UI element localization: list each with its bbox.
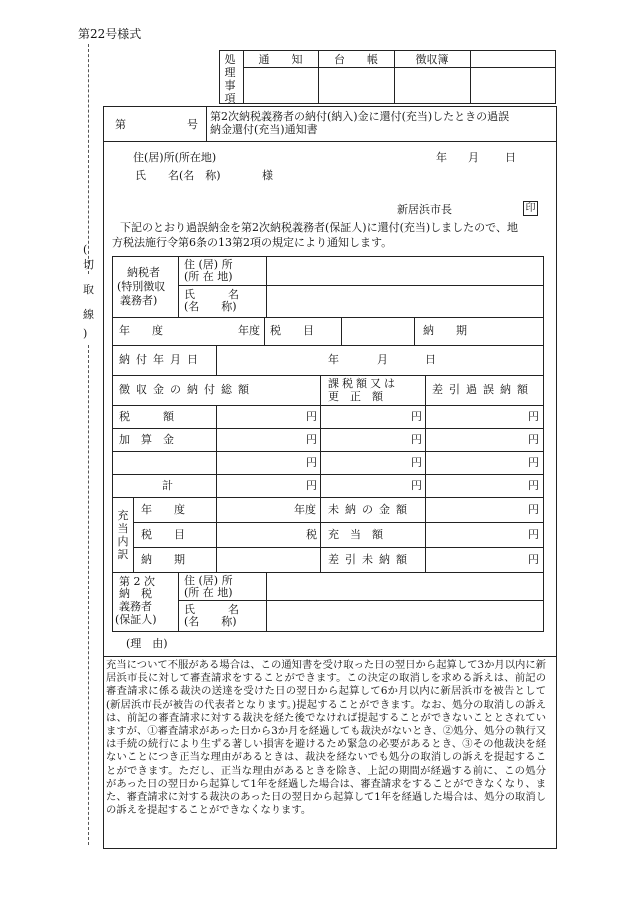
cut-line-char-2: 取	[83, 283, 94, 296]
processing-col-collection-book: 徴収簿	[415, 53, 449, 66]
obligor-label-line3: 義務者	[119, 600, 152, 613]
yen-mark: 円	[528, 456, 539, 469]
cut-line-char-1: 切	[83, 258, 94, 271]
number-suffix: 号	[187, 118, 198, 131]
recipient-name-label: 氏 名(名 称)	[135, 169, 221, 182]
issue-date-year: 年	[436, 151, 447, 164]
yen-mark: 円	[528, 433, 539, 446]
payment-date-year: 年	[328, 353, 339, 366]
cut-line-top	[88, 44, 89, 274]
obligor-name-label-line2: (名 称)	[184, 615, 237, 628]
cut-line-close-paren: )	[83, 327, 88, 340]
yen-mark: 円	[306, 456, 317, 469]
col-assessed-line1: 課税額又は	[328, 377, 398, 390]
obligor-label-line2: 納 税	[119, 587, 152, 600]
cut-line-open-paren: (	[83, 243, 88, 256]
number-label: 第	[115, 118, 126, 131]
yen-mark: 円	[528, 410, 539, 423]
alloc-tax-unit: 税	[306, 528, 317, 541]
alloc-period-label: 納 期	[141, 553, 185, 566]
alloc-balance-label: 差引未納額	[328, 553, 413, 566]
col-overpaid: 差引過誤納額	[432, 383, 534, 396]
document-title-line1: 第2次納税義務者の納付(納入)金に還付(充当)したときの過誤	[210, 110, 510, 123]
taxpayer-label-line3: 義務者)	[120, 294, 158, 307]
processing-label: 処理事項	[224, 53, 236, 105]
intro-line1: 下記のとおり過誤納金を第2次納税義務者(保証人)に還付(充当)しましたので、地	[120, 221, 518, 234]
cut-line-char-3: 線	[83, 308, 94, 321]
official-seal: 印	[523, 201, 538, 216]
taxpayer-address-label-line1: 住 (居) 所	[184, 258, 233, 271]
taxpayer-label-line1: 納税者	[127, 266, 160, 279]
yen-mark: 円	[411, 456, 422, 469]
col-assessed-line2: 更 正 額	[328, 390, 383, 403]
taxpayer-label-line2: (特別徴収	[117, 280, 166, 293]
payment-date-label: 納付年月日	[119, 353, 204, 366]
processing-col-notice: 通 知	[258, 53, 303, 66]
issue-date-day: 日	[505, 151, 516, 164]
document-title-line2: 納金還付(充当)通知書	[210, 123, 318, 136]
alloc-tax-label: 税 目	[141, 528, 185, 541]
yen-mark: 円	[411, 433, 422, 446]
alloc-year-label: 年 度	[141, 503, 185, 516]
payment-date-month: 月	[377, 353, 388, 366]
taxpayer-address-label-line2: (所 在 地)	[184, 270, 233, 283]
honorific: 様	[262, 169, 273, 182]
yen-mark: 円	[528, 479, 539, 492]
yen-mark: 円	[306, 433, 317, 446]
obligor-name-label-line1: 氏 名	[184, 603, 239, 616]
year-label: 年 度	[119, 324, 163, 337]
year-unit: 年度	[238, 324, 260, 337]
appeal-notice: 充当について不服がある場合は、この通知書を受け取った日の翌日から起算して3か月以内に新居浜市長に対して審査請求をすることができます。この決定の取消しを求める訴えは、前記の審査請求に係る裁決の送達を受けた日の翌日から起算して6か月以内に新居浜市を被告として(新居浜市長が被告の代表者となります。)提起することができます。なお、処分の取消しの訴えは、前記の審査請求に対する裁決を経た後でなければ提起することができないこととされていますが、①審査請求があった日から3か月を経過しても裁決がないとき、②処分、処分の執行又は手続の続行により生ずる著しい損害を避けるため緊急の必要があるとき、③その他裁決を経ないことにつき正当な理由があるときは、裁決を経ないでも処分の取消しの訴えを提起することができます。ただし、正当な理由があるときを除き、上記の期間が経過する前に、この処分があった日の翌日から起算して1年を経過した場合は、審査請求をすることができなくなり、また、審査請求に対する裁決のあった日の翌日から起算して1年を経過した場合は、処分の取消しの訴えを提起することができなくなります。	[106, 659, 546, 817]
payment-date-day: 日	[425, 353, 436, 366]
alloc-unpaid-label: 未納の金額	[328, 503, 413, 516]
col-total-payment: 徴収金の納付総額	[119, 383, 255, 396]
yen-mark: 円	[306, 410, 317, 423]
payment-period-label: 納 期	[423, 324, 467, 337]
processing-col-ledger: 台 帳	[334, 53, 378, 66]
cut-line-bottom	[88, 345, 89, 845]
intro-line2: 方税法施行令第6条の13第2項の規定により通知します。	[112, 236, 393, 249]
obligor-label-line1: 第 2 次	[119, 575, 155, 588]
yen-mark: 円	[411, 410, 422, 423]
form-number: 第22号様式	[78, 27, 142, 41]
recipient-address-label: 住(居)所(所在地)	[133, 151, 217, 164]
row-tax-amount: 税 額	[119, 410, 174, 423]
row-surcharge: 加 算 金	[119, 433, 174, 446]
issuer-name: 新居浜市長	[397, 203, 452, 216]
yen-mark: 円	[528, 553, 539, 566]
issue-date-month: 月	[468, 151, 479, 164]
row-total: 計	[162, 479, 173, 492]
yen-mark: 円	[411, 479, 422, 492]
yen-mark: 円	[528, 503, 539, 516]
yen-mark: 円	[306, 479, 317, 492]
taxpayer-name-label-line1: 氏 名	[184, 288, 239, 301]
alloc-year-unit: 年度	[294, 503, 316, 516]
allocation-label: 充当内訳	[117, 509, 129, 561]
obligor-label-line4: (保証人)	[115, 613, 157, 626]
alloc-applied-label: 充 当 額	[328, 528, 383, 541]
reason-label: (理 由)	[126, 637, 168, 650]
taxpayer-name-label-line2: (名 称)	[184, 300, 237, 313]
obligor-address-label-line2: (所 在 地)	[184, 586, 233, 599]
tax-item-label: 税 目	[270, 324, 314, 337]
yen-mark: 円	[528, 528, 539, 541]
obligor-address-label-line1: 住 (居) 所	[184, 574, 233, 587]
